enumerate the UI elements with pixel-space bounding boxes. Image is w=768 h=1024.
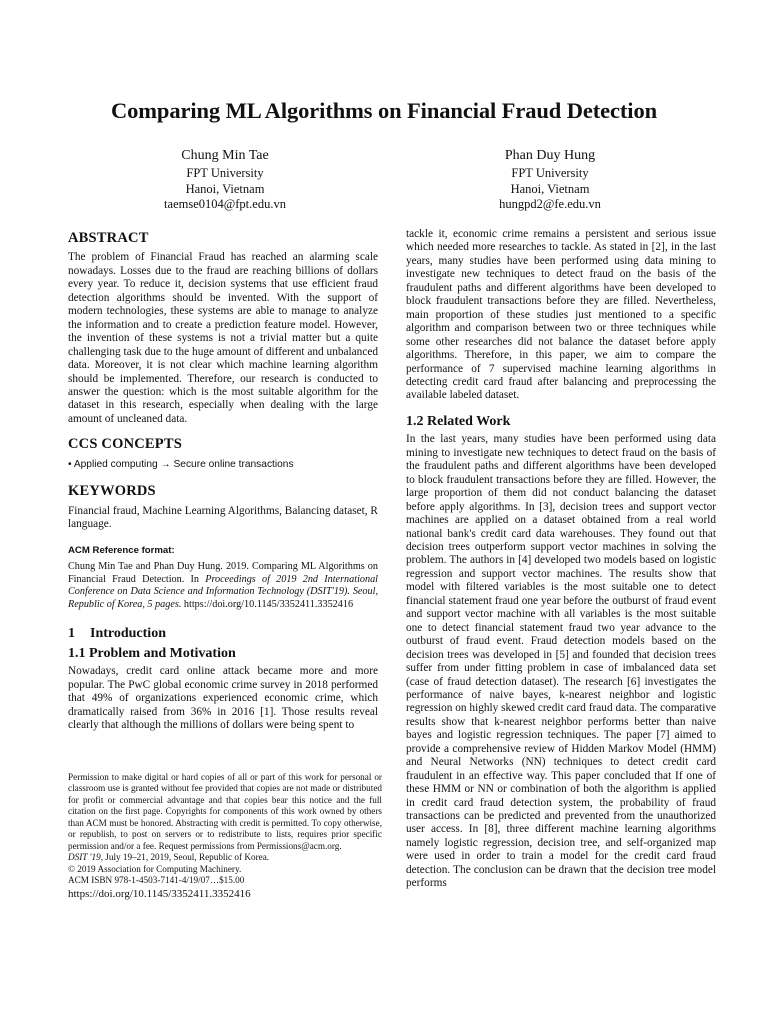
- section-heading-introduction: [68, 627, 378, 640]
- isbn-line: ACM ISBN 978-1-4503-7141-4/19/07…$15.00: [68, 875, 245, 886]
- copyright-line: © 2019 Association for Computing Machinery.: [68, 863, 242, 874]
- acm-reference-text: [68, 561, 378, 611]
- acm-reference-label: ACM Reference format:: [68, 544, 175, 556]
- intro-paragraph-left: Nowadays, credit card online attack became more and more popular. The PwC global economic crime survey in 2018 performed that 49% of organizations experienced economic crime, which dramatically raised from 36% in 2016 [1]. Those results reveal clearly that although the millions of dollars were being spent to: [68, 665, 378, 732]
- author-location: Hanoi, Vietnam: [510, 181, 590, 196]
- section-title: Introduction: [90, 626, 166, 642]
- right-column: [406, 228, 716, 891]
- subsection-heading-related-work: 1.2 Related Work: [406, 413, 511, 429]
- acm-reference-doi: https://doi.org/10.1145/3352411.3352416: [181, 598, 354, 610]
- conference-name: DSIT '19: [68, 852, 101, 863]
- conference-line: [68, 852, 382, 863]
- keywords-heading: KEYWORDS: [68, 483, 156, 500]
- author-name: Chung Min Tae: [181, 148, 269, 163]
- author-location: Hanoi, Vietnam: [185, 181, 265, 196]
- abstract-heading: ABSTRACT: [68, 230, 149, 246]
- doi-link[interactable]: https://doi.org/10.1145/3352411.3352416: [68, 887, 251, 900]
- author-email: hungpd2@fe.edu.vn: [499, 197, 601, 211]
- acm-reference-venue: Proceedings of 2019 2nd International Conference on Data Science and Information Technology (DSIT'19). Seoul, Republic of Korea, 5 pages.: [68, 573, 379, 610]
- related-work-text: In the last years, many studies have been performed using data mining to investigate new techniques to detect fraud on the basis of the fraudulent paths and different algorithms have been developed to block fraudulent transactions before they are filled. However, the large proportion of them did not conduct balancing the dataset before apply algorithms. In [3], decision trees and support vector machines are applied on a dataset obtained from a real world national bank's credit card data warehouses. They found out that decision trees outperform support vector machines in solving the problem. The authors in [4] developed two models based on logistic regression and support vector machines. The results show that model with filtered variables is the most suitable one to detect financial statement fraud one year before the outburst of fraud event and support vector machine with all variables is the most suitable one to detect financial statement fraud two year advance to the outburst of fraud event. Fraud detection models based on the decision trees was developed in [5] and founded that decision trees suffer from under fitting problem in case of imbalanced data set (case of fraud detection dataset). The research [6] investigates the performance of naive bayes, k-nearest neighbor and logistic regression on highly skewed credit card fraud data. The comparative results show that k-nearest neighbor performs better than naive bayes and logistic regression techniques. The paper [7] aimed to provide a comprehensive review of Hidden Markov Model (HMM) and Neural Networks (NN) techniques to detect credit card fraudulent in an effective way. This paper concluded that If one of these HMM or NN or combination of both the algorithm is applied in credit card fraud detection system, the probability of fraud transactions can be predicted and prevented from the unauthorized user access. In [8], three different machine learning algorithms namely logistic regression, decision tree, and self-organized map were used in order to train a model for the credit card fraud detection. The conclusion can be drawn that the decision tree model performs: [406, 433, 716, 890]
- keywords-text: Financial fraud, Machine Learning Algorithms, Balancing dataset, R language.: [68, 504, 378, 531]
- author-block-1: [95, 147, 355, 213]
- abstract-text: The problem of Financial Fraud has reached an alarming scale nowadays. Losses due to the fraud are reaching billions of dollars every year. To reduce it, decision systems that use efficient fraud detection algorithms should be invented. With the support of modern technologies, these systems are able to manage to analyze the information and to create a prediction feature model. However, the invention of these systems is not a trivial matter but a quite challenging task due to the huge amount of different and unbalanced data. Moreover, it is not clear which machine learning algorithm should be implemented. Therefore, our research is conducted to answer the question: which is the most suitable algorithm for the dataset in this research, especially when dealing with the large amount of uncleaned data.: [68, 251, 378, 425]
- intro-paragraph-right: tackle it, economic crime remains a persistent and serious issue which needed more researches to tackle. As stated in [2], in the last years, many studies have been performed using data mining to investigate new techniques to detect fraud on the basis of the fraudulent paths and different algorithms have been developed to block fraudulent transactions before they are filled. Nevertheless, main proportion of these studies just mentioned to a specific algorithm and comparison between two or three techniques while some other researches did not balance the dataset before apply algorithms. Therefore, in this paper, we aim to compare the performance of 7 supervised machine learning algorithms in detecting credit card fraud after balancing and preprocessing the available labeled dataset.: [406, 228, 716, 402]
- ccs-heading: CCS CONCEPTS: [68, 436, 182, 453]
- author-name: Phan Duy Hung: [504, 148, 596, 163]
- author-affiliation: FPT University: [186, 166, 264, 180]
- section-number: 1: [68, 626, 75, 642]
- acm-reference-authors: Chung Min Tae and Phan Duy Hung. 2019. Comparing ML Algorithms on Financial Fraud Detection. In: [68, 561, 378, 585]
- ccs-text: • Applied computing → Secure online transactions: [68, 458, 294, 470]
- author-affiliation: FPT University: [511, 166, 589, 180]
- author-block-2: [420, 147, 680, 213]
- permission-block: [68, 772, 382, 901]
- left-column: [68, 228, 378, 733]
- subsection-heading-problem: 1.1 Problem and Motivation: [68, 645, 236, 661]
- conference-details: , July 19–21, 2019, Seoul, Republic of Korea.: [100, 852, 270, 863]
- author-email: taemse0104@fpt.edu.vn: [164, 197, 286, 211]
- paper-title: Comparing ML Algorithms on Financial Fraud Detection: [110, 98, 658, 123]
- permission-text: Permission to make digital or hard copies of all or part of this work for personal or classroom use is granted without fee provided that copies are not made or distributed for profit or commercial advantage and that copies bear this notice and the full citation on the first page. Copyrights for components of this work owned by others than ACM must be honored. Abstracting with credit is permitted. To copy otherwise, or republish, to post on servers or to redistribute to lists, requires prior specific permission and/or a fee. Request permissions from Permissions@acm.org.: [68, 772, 382, 851]
